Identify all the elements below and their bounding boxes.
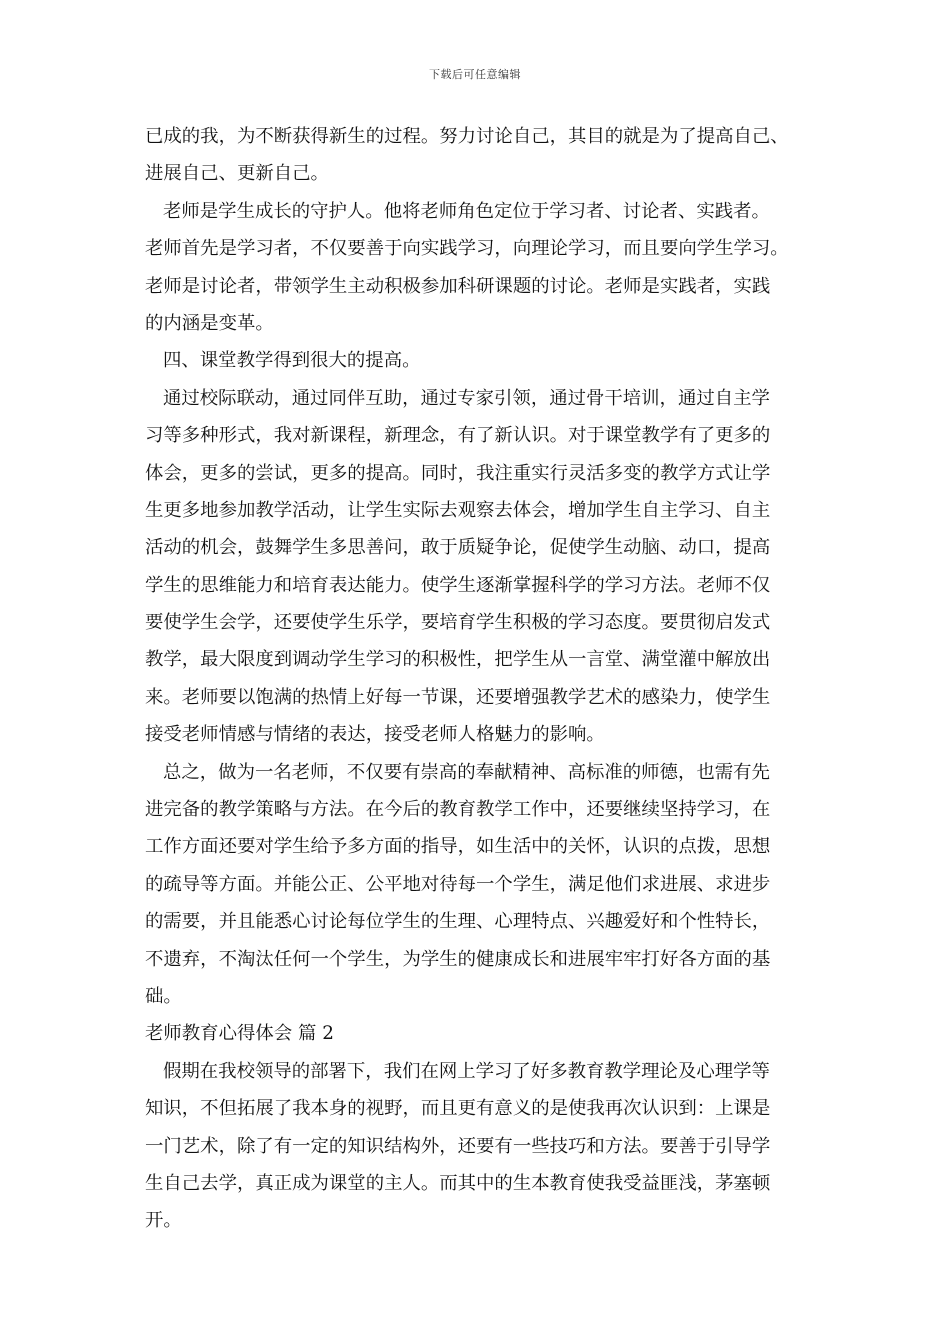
text-line: 开。	[145, 1210, 182, 1232]
text-line: 进展自己、更新自己。	[145, 163, 329, 185]
text-line: 老师是讨论者，带领学生主动积极参加科研课题的讨论。老师是实践者，实践	[145, 275, 771, 297]
text-line: 老师是学生成长的守护人。他将老师角色定位于学习者、讨论者、实践者。	[163, 200, 770, 222]
text-line: 要使学生会学，还要使学生乐学，要培育学生积极的学习态度。要贯彻启发式	[145, 612, 771, 634]
text-line: 不遗弃，不淘汰任何一个学生，为学生的健康成长和进展牢牢打好各方面的基	[145, 948, 771, 970]
text-line: 假期在我校领导的部署下，我们在网上学习了好多教育教学理论及心理学等	[163, 1060, 770, 1082]
text-line: 体会，更多的尝试，更多的提高。同时，我注重实行灵活多变的教学方式让学	[145, 462, 771, 484]
text-line: 活动的机会，鼓舞学生多思善问，敢于质疑争论，促使学生动脑、动口，提高	[145, 537, 771, 559]
text-line: 教学，最大限度到调动学生学习的积极性，把学生从一言堂、满堂灌中解放出	[145, 649, 771, 671]
text-line: 进完备的教学策略与方法。在今后的教育教学工作中，还要继续坚持学习，在	[145, 799, 771, 821]
text-line: 知识，不但拓展了我本身的视野，而且更有意义的是使我再次认识到：上课是	[145, 1098, 771, 1120]
page-header: 下载后可任意编辑	[429, 68, 521, 81]
text-line: 老师首先是学习者，不仅要善于向实践学习，向理论学习，而且要向学生学习。	[145, 238, 789, 260]
text-line: 习等多种形式，我对新课程，新理念，有了新认识。对于课堂教学有了更多的	[145, 425, 771, 447]
text-line: 通过校际联动，通过同伴互助，通过专家引领，通过骨干培训，通过自主学	[163, 387, 770, 409]
document-body	[145, 118, 827, 1240]
text-line: 来。老师要以饱满的热情上好每一节课，还要增强教学艺术的感染力，使学生	[145, 686, 771, 708]
text-line: 老师教育心得体会 篇 2	[145, 1023, 334, 1045]
text-line: 接受老师情感与情绪的表达，接受老师人格魅力的影响。	[145, 724, 605, 746]
text-line: 总之，做为一名老师，不仅要有崇高的奉献精神、高标准的师德，也需有先	[163, 761, 770, 783]
text-line: 的内涵是变革。	[145, 312, 274, 334]
text-line: 的疏导等方面。并能公正、公平地对待每一个学生，满足他们求进展、求进步	[145, 873, 771, 895]
text-line: 础。	[145, 985, 182, 1007]
text-line: 工作方面还要对学生给予多方面的指导，如生活中的关怀，认识的点拨，思想	[145, 836, 771, 858]
text-line: 一门艺术，除了有一定的知识结构外，还要有一些技巧和方法。要善于引导学	[145, 1135, 771, 1157]
text-line: 四、课堂教学得到很大的提高。	[163, 350, 421, 372]
text-line: 学生的思维能力和培育表达能力。使学生逐渐掌握科学的学习方法。老师不仅	[145, 574, 771, 596]
text-line: 的需要，并且能悉心讨论每位学生的生理、心理特点、兴趣爱好和个性特长，	[145, 911, 771, 933]
text-line: 生自己去学，真正成为课堂的主人。而其中的生本教育使我受益匪浅，茅塞顿	[145, 1172, 771, 1194]
text-line: 生更多地参加教学活动，让学生实际去观察去体会，增加学生自主学习、自主	[145, 499, 771, 521]
text-line: 已成的我，为不断获得新生的过程。努力讨论自己，其目的就是为了提高自己、	[145, 126, 789, 147]
